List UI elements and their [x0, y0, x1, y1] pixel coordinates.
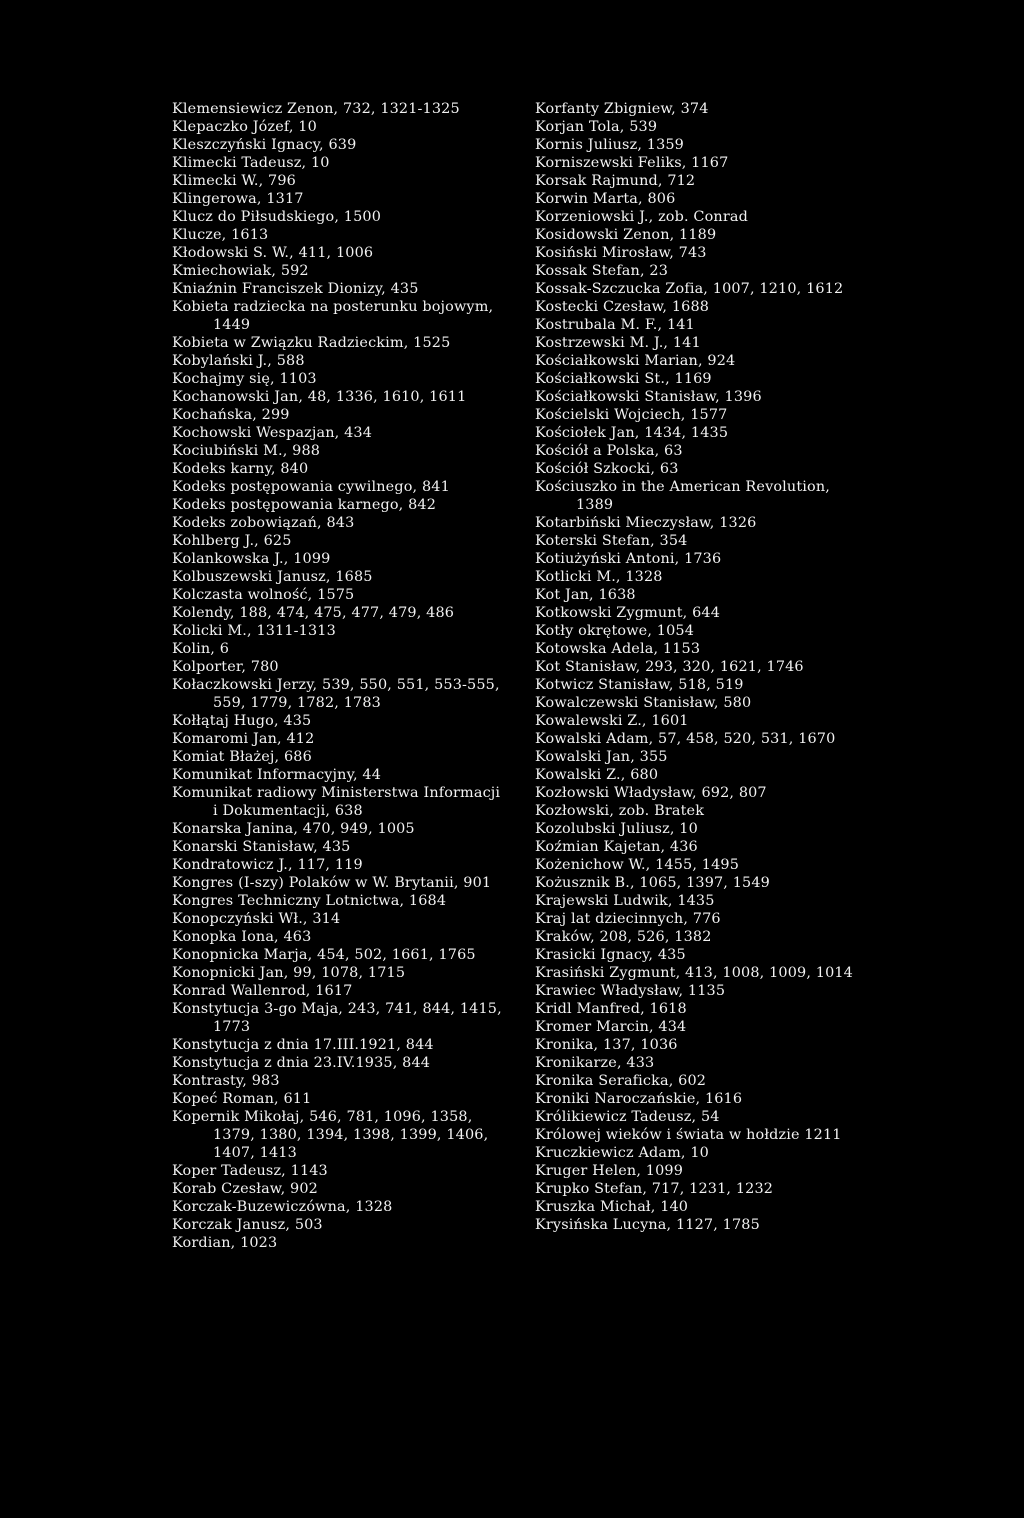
index-entry: Krajewski Ludwik, 1435 [535, 893, 715, 909]
index-entry: Kowalski Z., 680 [535, 767, 659, 783]
index-entry: Kontrasty, 983 [172, 1073, 280, 1089]
index-entry: Kraj lat dziecinnych, 776 [535, 911, 721, 927]
index-entry: Kolbuszewski Janusz, 1685 [172, 569, 373, 585]
index-entry: Konopka Iona, 463 [172, 929, 312, 945]
index-entry: Komaromi Jan, 412 [172, 731, 315, 747]
index-entry: Kościałkowski Marian, 924 [535, 353, 736, 369]
index-entry: Kozłowski, zob. Bratek [535, 803, 705, 819]
index-entry: Koźmian Kajetan, 436 [535, 839, 698, 855]
index-entry: Kotlicki M., 1328 [535, 569, 663, 585]
index-entry: Kronikarze, 433 [535, 1055, 655, 1071]
index-entry: Kolankowska J., 1099 [172, 551, 331, 567]
index-entry: Kozłowski Władysław, 692, 807 [535, 785, 767, 801]
index-entry: Kowalczewski Stanisław, 580 [535, 695, 752, 711]
index-entry: Klemensiewicz Zenon, 732, 1321-1325 [172, 101, 460, 117]
index-entry: Krasicki Ignacy, 435 [535, 947, 686, 963]
index-entry: Kruczkiewicz Adam, 10 [535, 1145, 709, 1161]
index-entry: Korsak Rajmund, 712 [535, 173, 696, 189]
index-entry: Klimecki Tadeusz, 10 [172, 155, 330, 171]
index-entry: Krysińska Lucyna, 1127, 1785 [535, 1217, 760, 1233]
index-entry: Konstytucja z dnia 23.IV.1935, 844 [172, 1055, 431, 1071]
index-entry: Kłodowski S. W., 411, 1006 [172, 245, 374, 261]
index-entry: Kościelski Wojciech, 1577 [535, 407, 728, 423]
index-entry: Konopnicka Marja, 454, 502, 1661, 1765 [172, 947, 476, 963]
index-entry: Kościół Szkocki, 63 [535, 461, 679, 477]
index-entry: Komiat Błażej, 686 [172, 749, 312, 765]
index-entry: Korczak Janusz, 503 [172, 1217, 323, 1233]
index-entry: Kridl Manfred, 1618 [535, 1001, 687, 1017]
index-entry: Kościuszko in the American Revolution, 1389 [535, 479, 830, 513]
index-entry: Komunikat Informacyjny, 44 [172, 767, 382, 783]
index-entry: Kolin, 6 [172, 641, 230, 657]
index-entry: Kociubiński M., 988 [172, 443, 321, 459]
index-entry: Koper Tadeusz, 1143 [172, 1163, 328, 1179]
index-entry: Kołłątaj Hugo, 435 [172, 713, 312, 729]
index-entry: Kotły okrętowe, 1054 [535, 623, 695, 639]
index-entry: Korjan Tola, 539 [535, 119, 658, 135]
index-entry: Kotarbiński Mieczysław, 1326 [535, 515, 757, 531]
index-entry: Konstytucja 3-go Maja, 243, 741, 844, 1415, 1773 [172, 1001, 502, 1035]
index-entry: Kotwicz Stanisław, 518, 519 [535, 677, 744, 693]
index-entry: Kodeks karny, 840 [172, 461, 309, 477]
index-entry: Kordian, 1023 [172, 1235, 278, 1251]
index-entry: Kosidowski Zenon, 1189 [535, 227, 717, 243]
index-entry: Kot Jan, 1638 [535, 587, 636, 603]
index-entry: Konarska Janina, 470, 949, 1005 [172, 821, 415, 837]
index-entry: Kożenichow W., 1455, 1495 [535, 857, 740, 873]
index-entry: Kościałkowski St., 1169 [535, 371, 712, 387]
index-entry: Kronika Seraficka, 602 [535, 1073, 707, 1089]
index-entry: Kotiużyński Antoni, 1736 [535, 551, 722, 567]
index-entry: Krawiec Władysław, 1135 [535, 983, 726, 999]
index-entry: Korniszewski Feliks, 1167 [535, 155, 729, 171]
index-entry: Kot Stanisław, 293, 320, 1621, 1746 [535, 659, 804, 675]
index-entry: Kromer Marcin, 434 [535, 1019, 687, 1035]
index-entry: Kolicki M., 1311-1313 [172, 623, 336, 639]
index-entry: Korwin Marta, 806 [535, 191, 676, 207]
index-entry: Kongres (I-szy) Polaków w W. Brytanii, 901 [172, 875, 492, 891]
index-entry: Krupko Stefan, 717, 1231, 1232 [535, 1181, 774, 1197]
index-entry: Kołaczkowski Jerzy, 539, 550, 551, 553-555, 559, 1779, 1782, 1783 [172, 677, 500, 711]
index-entry: Konarski Stanisław, 435 [172, 839, 351, 855]
index-entry: Kobieta w Związku Radzieckim, 1525 [172, 335, 451, 351]
index-entry: Królowej wieków i świata w hołdzie 1211 [535, 1127, 842, 1143]
index-entry: Kopeć Roman, 611 [172, 1091, 312, 1107]
index-entry: Kossak Stefan, 23 [535, 263, 669, 279]
index-entry: Kmiechowiak, 592 [172, 263, 309, 279]
index-entry: Klucze, 1613 [172, 227, 269, 243]
index-entry: Kruger Helen, 1099 [535, 1163, 684, 1179]
index-entry: Kostrzewski M. J., 141 [535, 335, 701, 351]
index-entry: Klucz do Piłsudskiego, 1500 [172, 209, 382, 225]
index-entry: Kronika, 137, 1036 [535, 1037, 678, 1053]
index-column-left [172, 100, 507, 1252]
index-entry: Konopczyński Wł., 314 [172, 911, 341, 927]
index-entry: Konopnicki Jan, 99, 1078, 1715 [172, 965, 406, 981]
index-entry: Królikiewicz Tadeusz, 54 [535, 1109, 720, 1125]
index-entry: Kleszczyński Ignacy, 639 [172, 137, 357, 153]
index-entry: Kochanowski Jan, 48, 1336, 1610, 1611 [172, 389, 467, 405]
index-entry: Kornis Juliusz, 1359 [535, 137, 684, 153]
index-entry: Klimecki W., 796 [172, 173, 296, 189]
index-entry: Kosiński Mirosław, 743 [535, 245, 707, 261]
index-entry: Kowalski Jan, 355 [535, 749, 668, 765]
index-entry: Kongres Techniczny Lotnictwa, 1684 [172, 893, 447, 909]
index-entry: Klingerowa, 1317 [172, 191, 304, 207]
index-entry: Kobieta radziecka na posterunku bojowym, 1449 [172, 299, 494, 333]
index-entry: Kniaźnin Franciszek Dionizy, 435 [172, 281, 419, 297]
index-entry: Kruszka Michał, 140 [535, 1199, 689, 1215]
index-entry: Kowalski Adam, 57, 458, 520, 531, 1670 [535, 731, 836, 747]
index-entry: Kochajmy się, 1103 [172, 371, 317, 387]
index-entry: Kochańska, 299 [172, 407, 290, 423]
index-entry: Kolczasta wolność, 1575 [172, 587, 355, 603]
index-entry: Kondratowicz J., 117, 119 [172, 857, 363, 873]
index-entry: Klepaczko Józef, 10 [172, 119, 317, 135]
index-entry: Kraków, 208, 526, 1382 [535, 929, 712, 945]
index-entry: Kozolubski Juliusz, 10 [535, 821, 698, 837]
index-entry: Konstytucja z dnia 17.III.1921, 844 [172, 1037, 434, 1053]
index-entry: Kostecki Czesław, 1688 [535, 299, 710, 315]
index-entry: Korczak-Buzewiczówna, 1328 [172, 1199, 393, 1215]
index-entry: Koterski Stefan, 354 [535, 533, 688, 549]
index-entry: Kotkowski Zygmunt, 644 [535, 605, 721, 621]
index-entry: Kochowski Wespazjan, 434 [172, 425, 373, 441]
index-entry: Kroniki Naroczańskie, 1616 [535, 1091, 743, 1107]
index-entry: Krasiński Zygmunt, 413, 1008, 1009, 1014 [535, 965, 853, 981]
index-entry: Kohlberg J., 625 [172, 533, 292, 549]
index-entry: Kostrubala M. F., 141 [535, 317, 695, 333]
index-column-right [535, 100, 871, 1234]
index-entry: Kościołek Jan, 1434, 1435 [535, 425, 729, 441]
index-entry: Kościałkowski Stanisław, 1396 [535, 389, 762, 405]
index-entry: Kowalewski Z., 1601 [535, 713, 689, 729]
index-entry: Kossak-Szczucka Zofia, 1007, 1210, 1612 [535, 281, 844, 297]
index-entry: Komunikat radiowy Ministerstwa Informacji i Dokumentacji, 638 [172, 785, 501, 819]
index-entry: Kolendy, 188, 474, 475, 477, 479, 486 [172, 605, 455, 621]
index-entry: Korzeniowski J., zob. Conrad [535, 209, 748, 225]
index-entry: Korab Czesław, 902 [172, 1181, 318, 1197]
index-entry: Kodeks postępowania karnego, 842 [172, 497, 437, 513]
index-entry: Korfanty Zbigniew, 374 [535, 101, 709, 117]
index-entry: Kożusznik B., 1065, 1397, 1549 [535, 875, 770, 891]
index-entry: Kobylański J., 588 [172, 353, 305, 369]
index-entry: Kodeks zobowiązań, 843 [172, 515, 355, 531]
index-entry: Kotowska Adela, 1153 [535, 641, 701, 657]
index-entry: Kopernik Mikołaj, 546, 781, 1096, 1358, 1379, 1380, 1394, 1398, 1399, 1406, 1407, 1413 [172, 1109, 489, 1161]
index-entry: Kodeks postępowania cywilnego, 841 [172, 479, 450, 495]
index-entry: Konrad Wallenrod, 1617 [172, 983, 353, 999]
index-entry: Kolporter, 780 [172, 659, 279, 675]
index-entry: Kościół a Polska, 63 [535, 443, 683, 459]
